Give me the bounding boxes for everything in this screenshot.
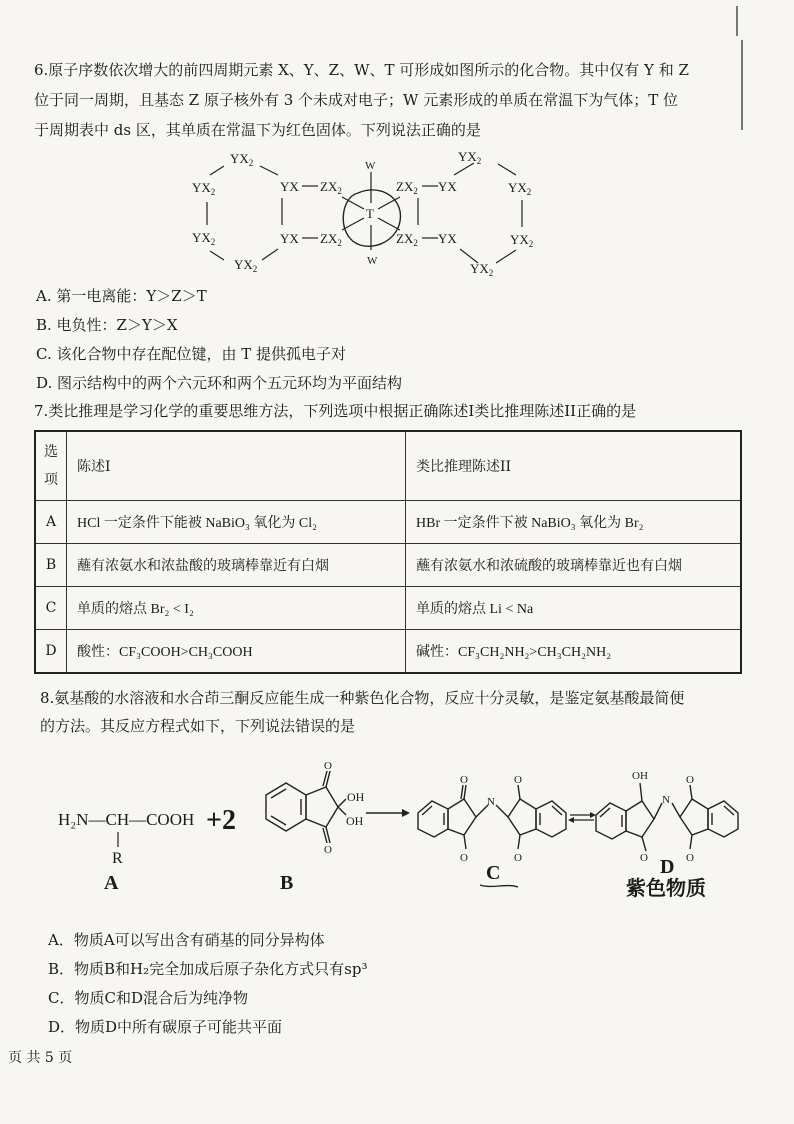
q8-option-a: A．物质A可以写出含有硝基的同分异构体 xyxy=(48,931,325,949)
q8-option-b: B．物质B和H₂完全加成后原子杂化方式只有sp³ xyxy=(48,960,368,978)
label-b: B xyxy=(280,872,294,894)
row-option: C xyxy=(35,587,67,630)
q6-stem-line1: 6.原子序数依次增大的前四周期元素 X、Y、Z、W、T 可形成如图所示的化合物。其中仅有 Y 和 Z xyxy=(34,61,689,79)
oxygen-label: O xyxy=(686,852,694,864)
zx2-label: $ZX_2$ xyxy=(396,231,418,248)
yx2-label: $YX_2$ xyxy=(192,180,216,197)
coefficient-plus-two: +2 xyxy=(206,805,236,836)
yx-label: YX xyxy=(438,179,457,194)
row-statement2: 蘸有浓氨水和浓硫酸的玻璃棒靠近也有白烟 xyxy=(406,544,742,587)
label-a: A xyxy=(104,872,119,894)
q8-stem-line2: 的方法。其反应方程式如下，下列说法错误的是 xyxy=(40,717,356,735)
q7-stem: 7.类比推理是学习化学的重要思维方法，下列选项中根据正确陈述I类比推理陈述II正确的是 xyxy=(34,402,637,420)
q6-structure-diagram xyxy=(190,145,550,280)
table-row xyxy=(35,501,741,544)
yx2-label: $YX_2$ xyxy=(234,257,258,274)
nitrogen-label: N xyxy=(662,794,670,806)
row-statement1: 酸性：CF₃COOH>CH₃COOH xyxy=(67,630,406,674)
oxygen-label: O xyxy=(460,774,468,786)
row-statement2: 碱性：CF₃CH₂NH₂>CH₃CH₂NH₂ xyxy=(406,630,742,674)
oxygen-label: O xyxy=(324,844,332,856)
q8-reaction-diagram xyxy=(40,755,760,905)
q8-option-c: C．物质C和D混合后为纯净物 xyxy=(48,989,248,1007)
yx2-label: $YX_2$ xyxy=(458,149,482,166)
oxygen-label: O xyxy=(514,852,522,864)
q6-option-b: B. 电负性：Z＞Y＞X xyxy=(36,316,178,334)
row-option: B xyxy=(35,544,67,587)
row-statement1: 单质的熔点 Br₂ < I₂ xyxy=(67,587,406,630)
hydroxyl-label: OH xyxy=(346,814,364,828)
oxygen-label: O xyxy=(686,774,694,786)
r-group-label: R xyxy=(112,850,123,867)
zx2-label: $ZX_2$ xyxy=(320,179,342,196)
yx2-label: $YX_2$ xyxy=(508,180,532,197)
yx2-label: $YX_2$ xyxy=(192,230,216,247)
q7-comparison-table xyxy=(34,430,742,674)
statement2-header: 类比推理陈述II xyxy=(406,431,742,501)
oxygen-label: O xyxy=(640,852,648,864)
amino-acid-formula: H₂N—CH—COOH xyxy=(58,810,195,829)
purple-substance-caption: 紫色物质 xyxy=(626,878,706,900)
yx-label: YX xyxy=(280,231,299,246)
yx2-label: $YX_2$ xyxy=(470,261,494,278)
hydroxyl-label: OH xyxy=(347,790,365,804)
label-c: C xyxy=(486,862,501,884)
nitrogen-label: N xyxy=(487,796,495,808)
row-statement1: HCl 一定条件下能被 NaBiO₃ 氧化为 Cl₂ xyxy=(67,501,406,544)
scan-edge-mark xyxy=(736,6,738,36)
w-label: W xyxy=(367,255,378,267)
table-row xyxy=(35,630,741,674)
page-footer: 页 共 5 页 xyxy=(8,1050,73,1066)
q6-stem-line2: 位于同一周期，且基态 Z 原子核外有 3 个未成对电子；W 元素形成的单质在常温下为气体；T 位 xyxy=(34,91,679,109)
t-label: T xyxy=(366,206,374,221)
yx-label: YX xyxy=(280,179,299,194)
oxygen-label: O xyxy=(324,760,332,772)
scan-edge-mark xyxy=(741,40,743,130)
hydroxyl-label: OH xyxy=(632,770,648,782)
row-option: A xyxy=(35,501,67,544)
table-header-row xyxy=(35,431,741,501)
q8-stem-line1: 8.氨基酸的水溶液和水合茚三酮反应能生成一种紫色化合物，反应十分灵敏，是鉴定氨基酸最简便 xyxy=(40,689,685,707)
yx2-label: $YX_2$ xyxy=(230,151,254,168)
table-row xyxy=(35,587,741,630)
label-d: D xyxy=(660,856,675,878)
statement1-header: 陈述I xyxy=(67,431,406,501)
oxygen-label: O xyxy=(460,852,468,864)
row-option: D xyxy=(35,630,67,674)
zx2-label: $ZX_2$ xyxy=(396,179,418,196)
yx-label: YX xyxy=(438,231,457,246)
row-statement1: 蘸有浓氨水和浓盐酸的玻璃棒靠近有白烟 xyxy=(67,544,406,587)
row-statement2: 单质的熔点 Li < Na xyxy=(406,587,742,630)
q6-option-a: A. 第一电离能：Y＞Z＞T xyxy=(36,287,207,305)
zx2-label: $ZX_2$ xyxy=(320,231,342,248)
q6-option-c: C. 该化合物中存在配位键，由 T 提供孤电子对 xyxy=(36,345,347,363)
q6-stem-line3: 于周期表中 ds 区，其单质在常温下为红色固体。下列说法正确的是 xyxy=(34,121,481,139)
yx2-label: $YX_2$ xyxy=(510,232,534,249)
option-header: 选 项 xyxy=(35,431,67,501)
q6-option-d: D. 图示结构中的两个六元环和两个五元环均为平面结构 xyxy=(36,374,403,392)
oxygen-label: O xyxy=(514,774,522,786)
row-statement2: HBr 一定条件下被 NaBiO₃ 氧化为 Br₂ xyxy=(406,501,742,544)
table-row xyxy=(35,544,741,587)
q8-option-d: D．物质D中所有碳原子可能共平面 xyxy=(48,1018,283,1036)
w-label: W xyxy=(365,160,376,172)
